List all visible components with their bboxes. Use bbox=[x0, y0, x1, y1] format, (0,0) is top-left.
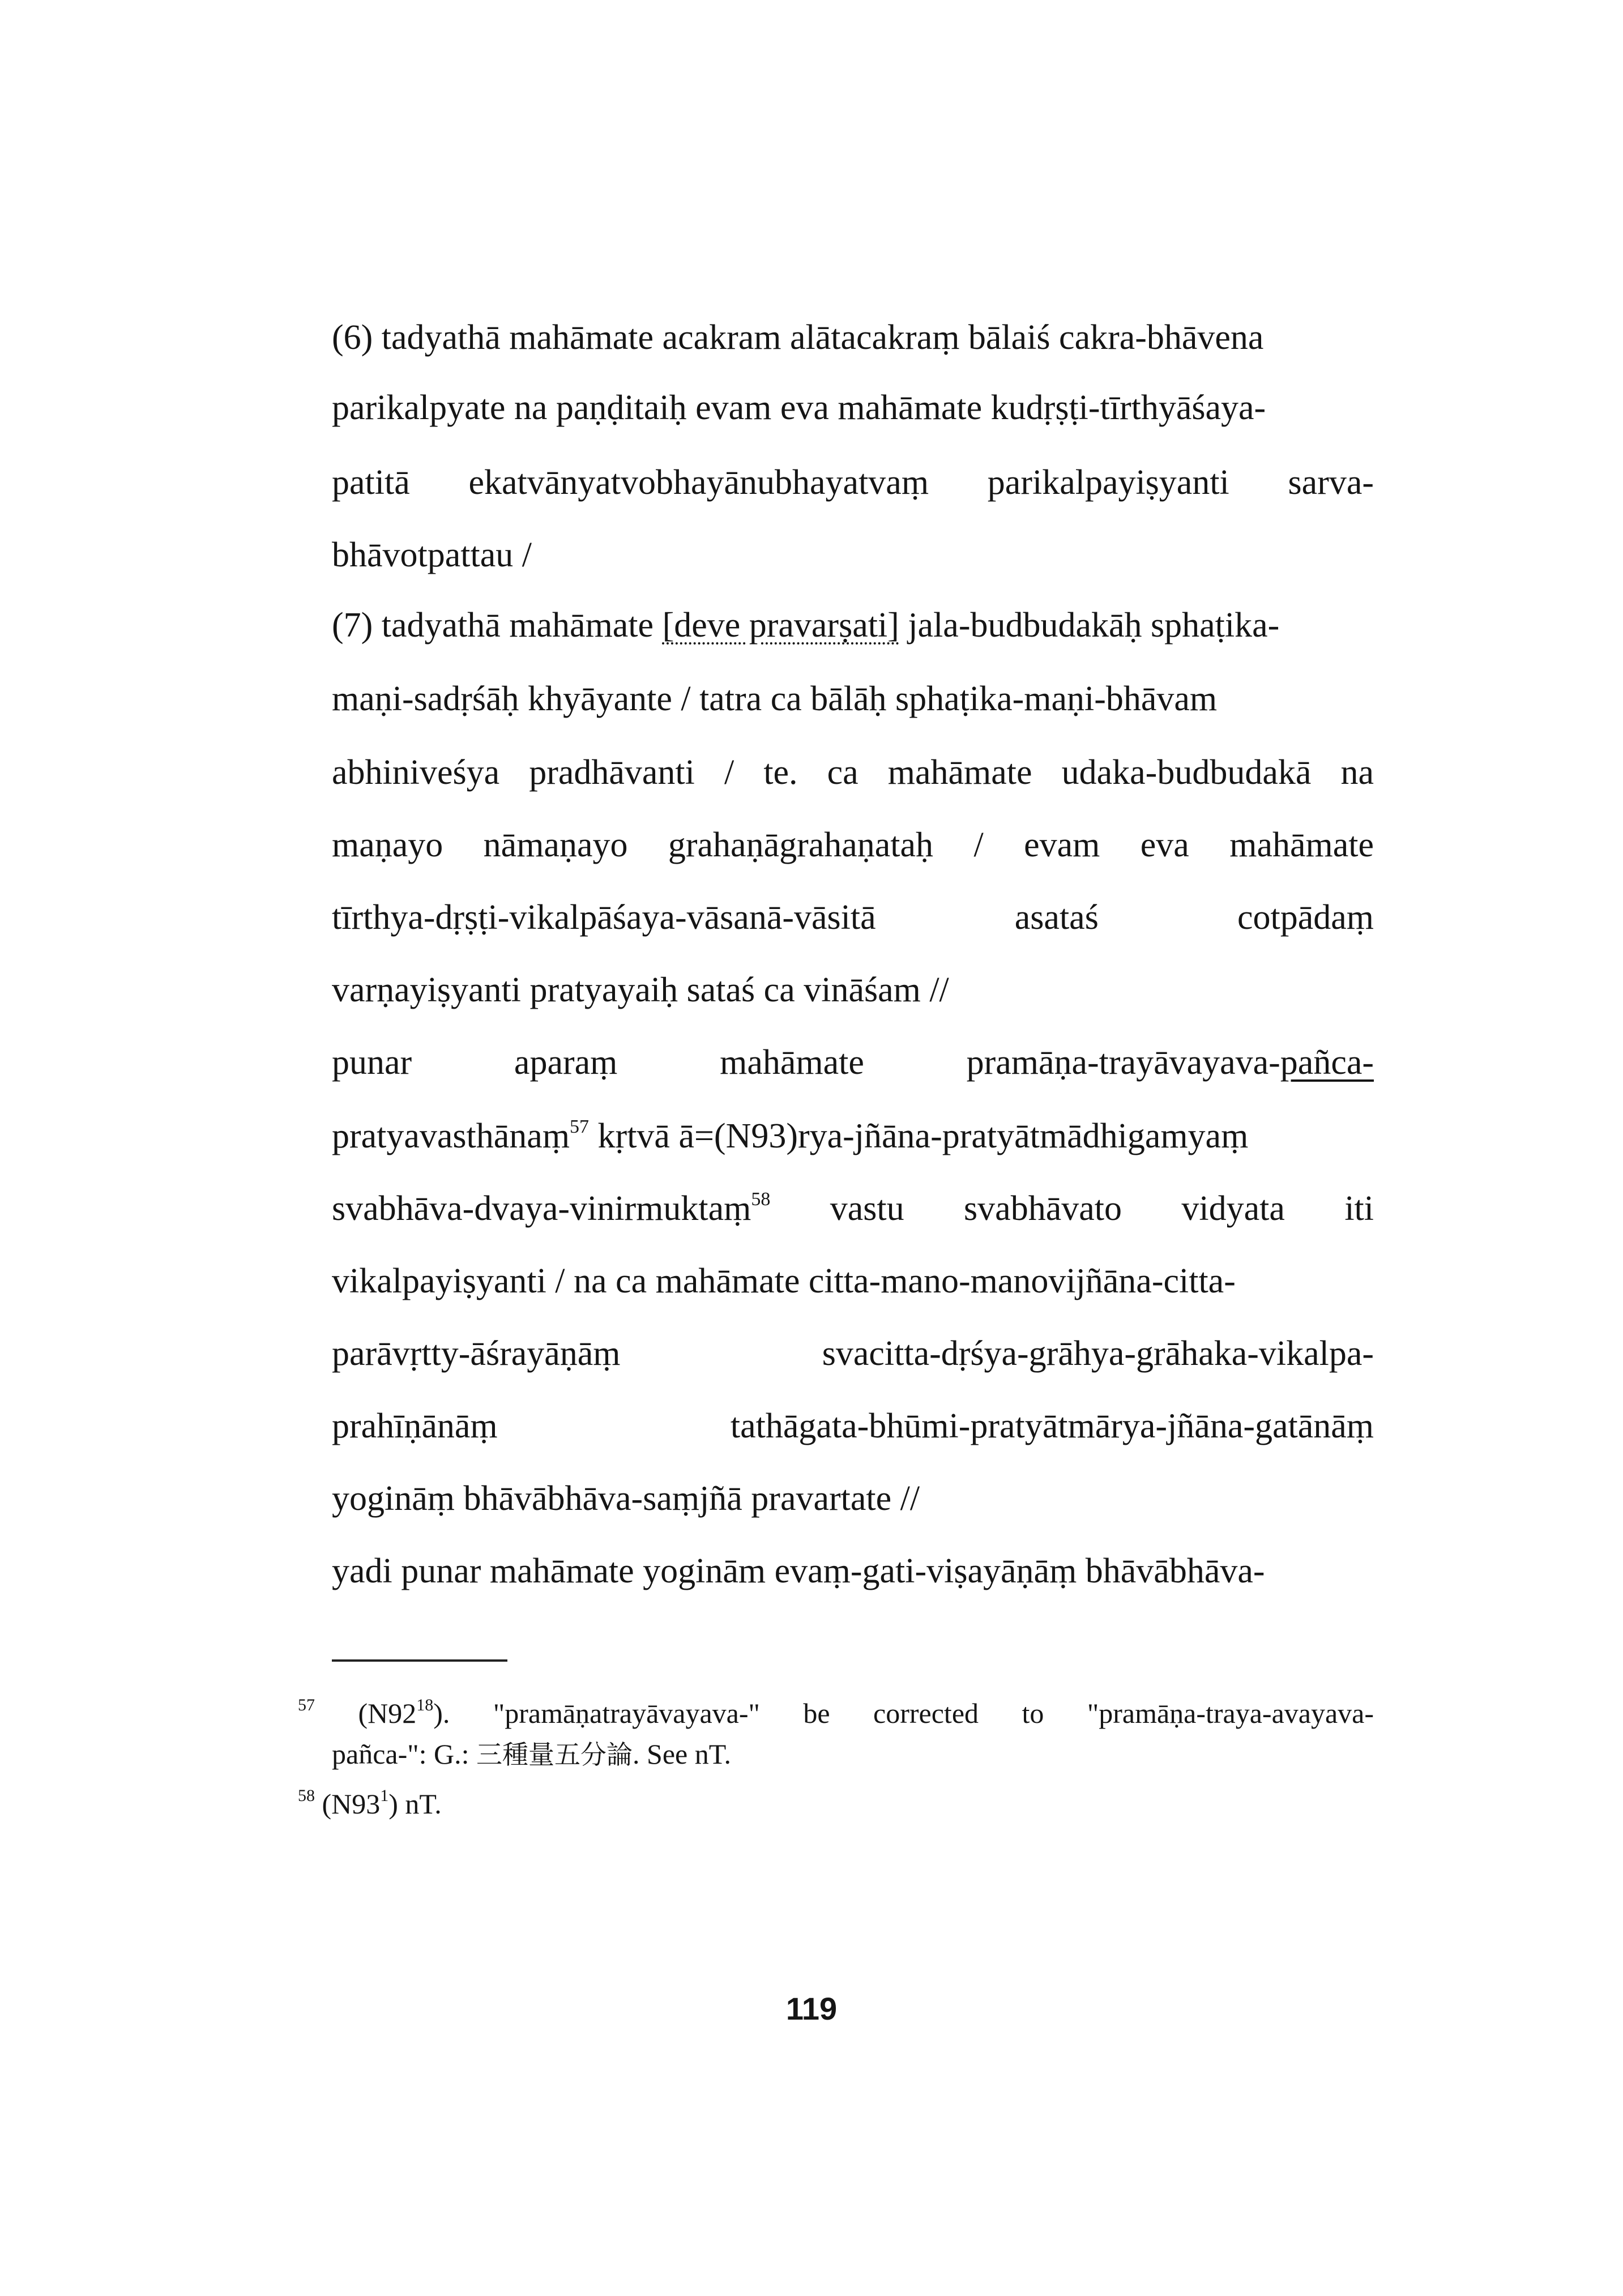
text-line-16: prahīṇānāṃ tathāgata-bhūmi-pratyātmārya-jñāna-gatānāṃ bbox=[332, 1407, 1374, 1445]
text-line-12: pratyavasthānaṃ$^{57}$ kṛtvā ā=(N93)rya-jñāna-pratyātmādhigamyaṃ bbox=[332, 1116, 1249, 1155]
underlined-word: pañca- bbox=[1280, 1043, 1374, 1082]
footnote-ref-58: 58 bbox=[751, 1189, 771, 1210]
text-line-8: maṇayo nāmaṇayo grahaṇāgrahaṇataḥ / evam eva mahāmate bbox=[332, 826, 1374, 864]
footnote-ref-57: 57 bbox=[570, 1116, 590, 1137]
text-line-4: bhāvotpattau / bbox=[332, 536, 532, 574]
page-number: 119 bbox=[785, 1991, 838, 2026]
text-line-5: (7) tadyathā mahāmate [deve pravarṣati] jala-budbudakāḥ sphaṭika- bbox=[332, 606, 1280, 645]
text-line-9: tīrthya-dṛṣṭi-vikalpāśaya-vāsanā-vāsitā asataś cotpādaṃ bbox=[332, 898, 1374, 937]
text-line-10: varṇayiṣyanti pratyayaiḥ sataś ca vināśam // bbox=[332, 971, 949, 1009]
text-line-1: (6) tadyathā mahāmate acakram alātacakraṃ bālaiś cakra-bhāvena bbox=[332, 318, 1264, 357]
text-line-7: abhiniveśya pradhāvanti / te. ca mahāmate udaka-budbudakā na bbox=[332, 753, 1374, 792]
cjk-gloss: 三種量五分論 bbox=[476, 1739, 633, 1770]
text-line-11: punar aparaṃ mahāmate pramāṇa-trayāvayava-pañca- bbox=[332, 1043, 1374, 1082]
text-line-13: svabhāva-dvaya-vinirmuktaṃ$^{58}$ vastu svabhāvato vidyata iti bbox=[332, 1189, 1374, 1228]
footnote-separator bbox=[332, 1659, 507, 1662]
text-line-14: vikalpayiṣyanti / na ca mahāmate citta-mano-manovijñāna-citta- bbox=[332, 1262, 1236, 1300]
footnote-57-line-2: pañca-": G.: 三種量五分論. See nT. bbox=[332, 1738, 732, 1770]
text-line-15: parāvṛtty-āśrayāṇāṃ svacitta-dṛśya-grāhya-grāhaka-vikalpa- bbox=[332, 1334, 1374, 1373]
text-line-18: yadi punar mahāmate yoginām evaṃ-gati-viṣayāṇāṃ bhāvābhāva- bbox=[332, 1552, 1265, 1590]
text-line-3: patitā ekatvānyatvobhayānubhayatvaṃ parikalpayiṣyanti sarva- bbox=[332, 463, 1374, 502]
footnote-58: $^{58}$ $(N93^1)$ nT. bbox=[298, 1786, 442, 1820]
footnote-57-line-1: $^{57}$ $(N92^{18})$. "pramāṇatrayāvayava-" be corrected to "pramāṇa-traya-avayava- bbox=[298, 1696, 1374, 1729]
dotted-emendation: [deve pravarṣati] bbox=[662, 606, 899, 645]
text-line-2: parikalpyate na paṇḍitaiḥ evam eva mahāmate kudṛṣṭi-tīrthyāśaya- bbox=[332, 389, 1266, 427]
text-line-17: yogināṃ bhāvābhāva-saṃjñā pravartate // bbox=[332, 1479, 920, 1518]
text-line-6: maṇi-sadṛśāḥ khyāyante / tatra ca bālāḥ sphaṭika-maṇi-bhāvam bbox=[332, 680, 1218, 718]
